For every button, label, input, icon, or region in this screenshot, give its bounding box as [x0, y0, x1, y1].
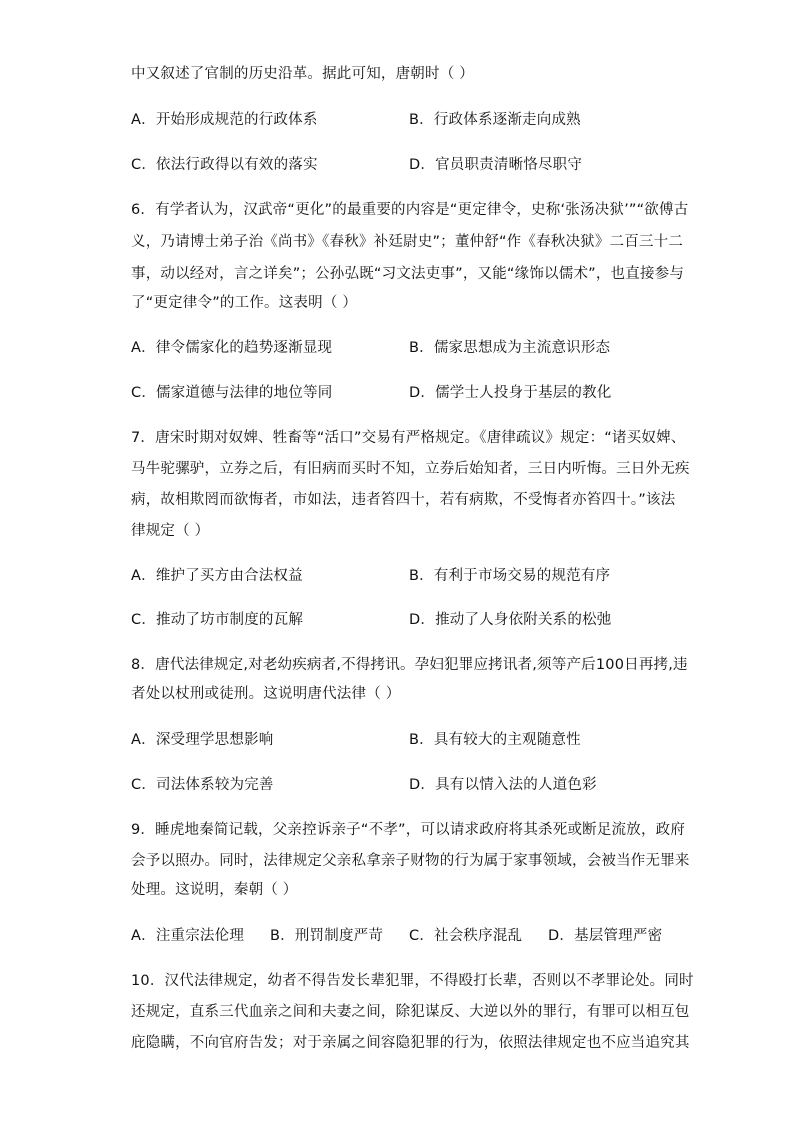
- q7-stem-line-4: 律规定（ ）: [131, 523, 210, 539]
- q8-option-d: D．具有以情入法的人道色彩: [409, 777, 597, 793]
- q9-stem-line-1: 9．睡虎地秦简记载，父亲控诉亲子“不孝”，可以请求政府将其杀死或断足流放，政府: [131, 822, 686, 838]
- q9-option-d: D．基层管理严密: [548, 928, 663, 944]
- q7-stem-line-1: 7．唐宋时期对奴婢、牲畜等“活口”交易有严格规定。《唐律疏议》规定：“诸买奴婢、: [131, 430, 686, 446]
- q9-option-c: C．社会秩序混乱: [409, 928, 523, 944]
- q7-option-d: D．推动了人身依附关系的松弛: [409, 612, 612, 628]
- q5-stem-tail: 中又叙述了官制的历史沿革。据此可知，唐朝时（ ）: [131, 66, 474, 82]
- q8-option-a: A．深受理学思想影响: [131, 732, 274, 748]
- q6-stem-line-4: 了“更定律令”的工作。这表明（ ）: [131, 295, 358, 311]
- q5-option-c: C．依法行政得以有效的落实: [131, 157, 318, 173]
- q5-option-b: B．行政体系逐渐走向成熟: [409, 112, 581, 128]
- q10-stem-line-2: 还规定，直系三代血亲之间和夫妻之间，除犯谋反、大逆以外的罪行，有罪可以相互包: [131, 1004, 690, 1020]
- q6-option-a: A．律令儒家化的趋势逐渐显现: [131, 340, 333, 356]
- q8-option-b: B．具有较大的主观随意性: [409, 732, 581, 748]
- q7-option-b: B．有利于市场交易的规范有序: [409, 568, 611, 584]
- q8-option-c: C．司法体系较为完善: [131, 777, 274, 793]
- q9-stem-line-2: 会予以照办。同时，法律规定父亲私拿亲子财物的行为属于家事领域，会被当作无罪来: [131, 853, 690, 869]
- q6-option-d: D．儒学士人投身于基层的教化: [409, 385, 612, 401]
- q6-option-b: B．儒家思想成为主流意识形态: [409, 340, 611, 356]
- q8-stem-line-1: 8．唐代法律规定,对老幼疾病者,不得拷讯。孕妇犯罪应拷讯者,须等产后100日再拷,违: [131, 657, 688, 673]
- q7-stem-line-2: 马牛驼骡驴，立券之后，有旧病而买时不知，立券后始知者，三日内听悔。三日外无疾: [131, 461, 690, 477]
- q9-option-a: A．注重宗法伦理: [131, 928, 245, 944]
- q6-stem-line-3: 事，动以经对，言之详矣”；公孙弘既“习文法吏事”，又能“缘饰以儒术”，也直接参与: [131, 266, 685, 282]
- q8-stem-line-2: 者处以杖刑或徒刑。这说明唐代法律（ ）: [131, 686, 401, 702]
- q6-stem-line-1: 6．有学者认为，汉武帝“更化”的最重要的内容是“更定律令，史称‘张汤决狱’”“欲傅古: [131, 202, 689, 218]
- q5-option-d: D．官员职责清晰恪尽职守: [409, 157, 583, 173]
- q7-option-c: C．推动了坊市制度的瓦解: [131, 612, 304, 628]
- q10-stem-line-1: 10．汉代法律规定，幼者不得告发长辈犯罪，不得殴打长辈，否则以不孝罪论处。同时: [131, 973, 694, 989]
- q9-option-b: B．刑罚制度严苛: [270, 928, 384, 944]
- q7-stem-line-3: 病，故相欺罔而欲悔者，市如法，违者笞四十，若有病欺，不受悔者亦笞四十。”该法: [131, 492, 676, 508]
- q10-stem-line-3: 庇隐瞒，不向官府告发；对于亲属之间容隐犯罪的行为，依照法律规定也不应当追究其: [131, 1035, 690, 1051]
- q6-option-c: C．儒家道德与法律的地位等同: [131, 385, 333, 401]
- q5-option-a: A．开始形成规范的行政体系: [131, 112, 318, 128]
- q7-option-a: A．维护了买方由合法权益: [131, 568, 303, 584]
- q9-stem-line-3: 处理。这说明，秦朝（ ）: [131, 882, 298, 898]
- q6-stem-line-2: 义，乃请博士弟子治《尚书》《春秋》补廷尉史”；董仲舒“作《春秋决狱》二百三十二: [131, 234, 684, 250]
